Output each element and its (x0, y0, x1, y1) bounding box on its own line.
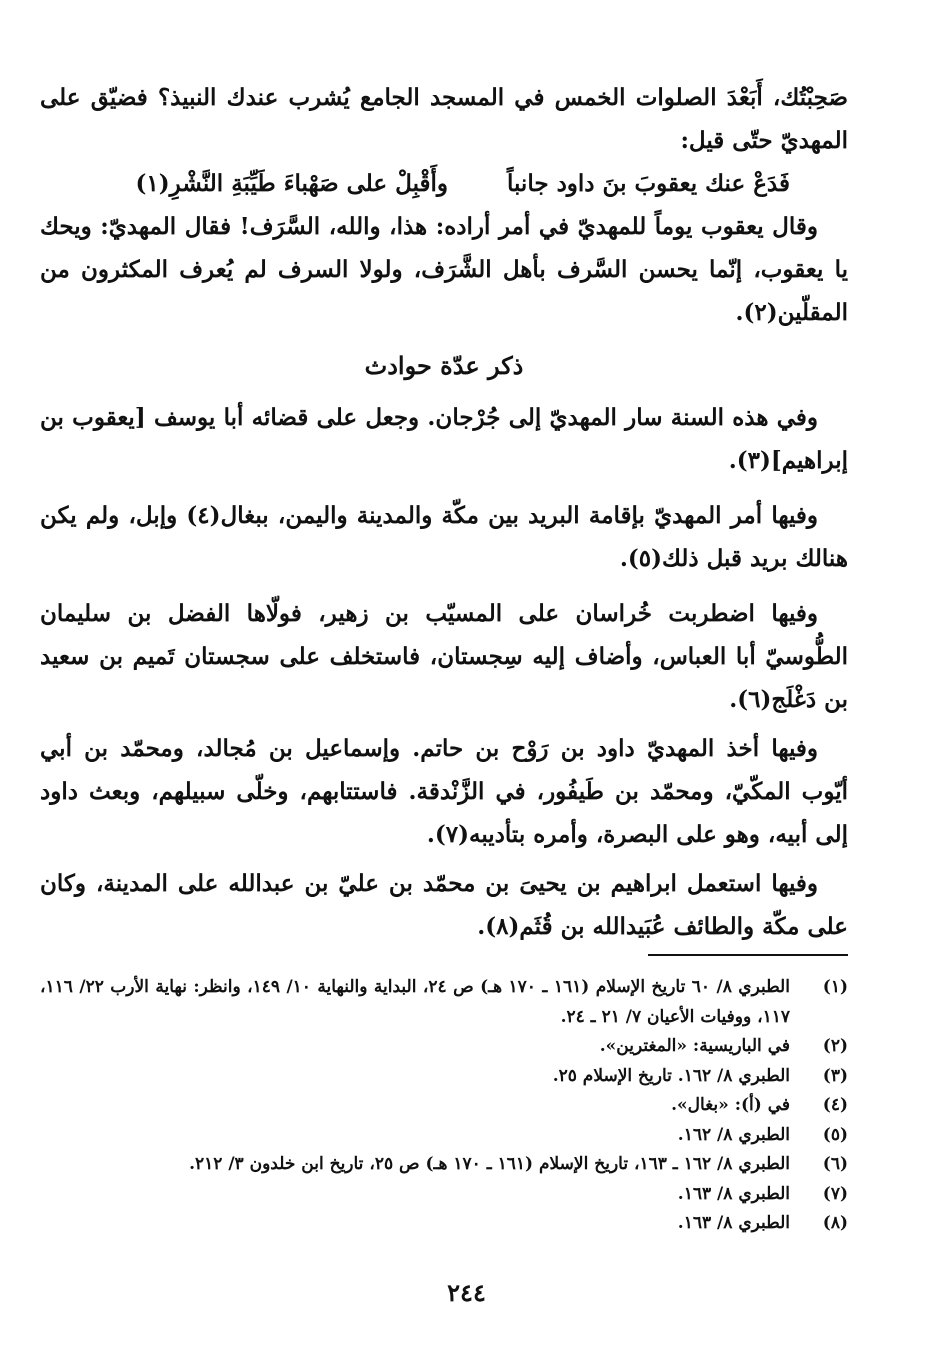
footnote (40, 1091, 848, 1121)
footnote-number: (٢) (822, 1036, 848, 1056)
page-number: ٢٤٤ (447, 1278, 486, 1307)
paragraph-4: وفيها أمر المهديّ بإقامة البريد بين مكّة والمدينة واليمن، ببغال(٤) وإبل، ولم يكن هنالك بريد قبل ذلك(٥). (40, 502, 848, 572)
footnote-number: (٥) (822, 1124, 848, 1145)
footnote-text: في (أ): «بغال». (671, 1095, 790, 1115)
footnote-number: (٧) (822, 1183, 848, 1204)
footnote (40, 1180, 848, 1210)
section-heading: ذكر عدّة حوادث (364, 351, 524, 380)
footnote (40, 1150, 848, 1180)
footnote (40, 1062, 848, 1092)
footnote-text: الطبري ٨/ ١٦٣. (677, 1183, 790, 1204)
paragraph-1: صَحِبْتُك، أَبَعْدَ الصلوات الخمس في المسجد الجامع يُشرب عندك النبيذ؟ فضيّق على المهديّ حتّى قيل: (40, 84, 848, 154)
footnote (40, 973, 848, 1032)
paragraph-3: وفي هذه السنة سار المهديّ إلى جُرْجان. وجعل على قضائه أبا يوسف [يعقوب بن إبراهيم](٣). (40, 404, 848, 474)
footnotes (40, 973, 848, 1239)
footnote-text: الطبري ٨/ ٦٠ تاريخ الإسلام (١٦١ ـ ١٧٠ هـ) ص ٢٤، البداية والنهاية ١٠/ ١٤٩، وانظر: نهاية الأرب ٢٢/ ١١٦، ١١٧، ووفيات الأعيان ٧/ ٢١ ـ ٢٤. (40, 977, 790, 1027)
footnote (40, 1121, 848, 1151)
paragraph-5: وفيها اضطربت خُراسان على المسيّب بن زهير، فولّاها الفضل بن سليمان الطُّوسيّ أبا العباس، وأضاف إليه سِجستان، فاستخلف على سجستان تَميم بن سعيد بن دَغْلَج(٦). (40, 600, 848, 713)
paragraph-7: وفيها استعمل ابراهيم بن يحيىَ بن محمّد بن عليّ بن عبدالله على المدينة، وكان على مكّة والطائف عُبَيدالله بن قُثَم(٨). (40, 870, 848, 940)
footnote-text: الطبري ٨/ ١٦٢. تاريخ الإسلام ٢٥. (552, 1065, 790, 1086)
paragraph-2: وقال يعقوب يوماً للمهديّ في أمر أراده: هذا، والله، السَّرَف! فقال المهديّ: ويحك يا يعقوب، إنّما يحسن السَّرف بأهل الشَّرَف، ولولا السرف لم يُعرف المكثرون من المقلّين(٢). (40, 213, 848, 326)
footnote-number: (٤) (822, 1095, 848, 1115)
footnote-text: الطبري ٨/ ١٦٢ ـ ١٦٣، تاريخ الإسلام (١٦١ ـ ١٧٠ هـ) ص ٢٥، تاريخ ابن خلدون ٣/ ٢١٢. (189, 1154, 790, 1174)
main-text (40, 76, 848, 948)
footnote (40, 1209, 848, 1239)
footnote-number: (٦) (822, 1154, 848, 1174)
poem-verse (40, 162, 848, 205)
footnote-number: (١) (822, 977, 848, 997)
paragraph-6: وفيها أخذ المهديّ داود بن رَوْح بن حاتم. وإسماعيل بن مُجالد، ومحمّد بن أبي أيّوب المكّيّ، ومحمّد بن طَيفُور، في الزَّنْدقة. فاستتابهم، وخلّى سبيلهم، وبعث داود إلى أبيه، وهو على البصرة، وأمره بتأديبه(٧). (40, 735, 848, 848)
verse-first-hemistich: فَدَعْ عنك يعقوبَ بنَ داود جانباً (506, 170, 790, 197)
footnote-number: (٣) (822, 1065, 848, 1086)
footnote (40, 1032, 848, 1062)
footnote-number: (٨) (822, 1213, 848, 1233)
footnote-text: في الباريسية: «المغترين». (599, 1036, 790, 1056)
footnote-text: الطبري ٨/ ١٦٢. (677, 1124, 790, 1145)
verse-second-hemistich: وأَقْبِلْ على صَهْباءَ طَيِّبَةِ النَّشْرِ(١) (135, 170, 448, 197)
footnote-divider (648, 954, 848, 956)
footnote-text: الطبري ٨/ ١٦٣. (677, 1213, 790, 1233)
